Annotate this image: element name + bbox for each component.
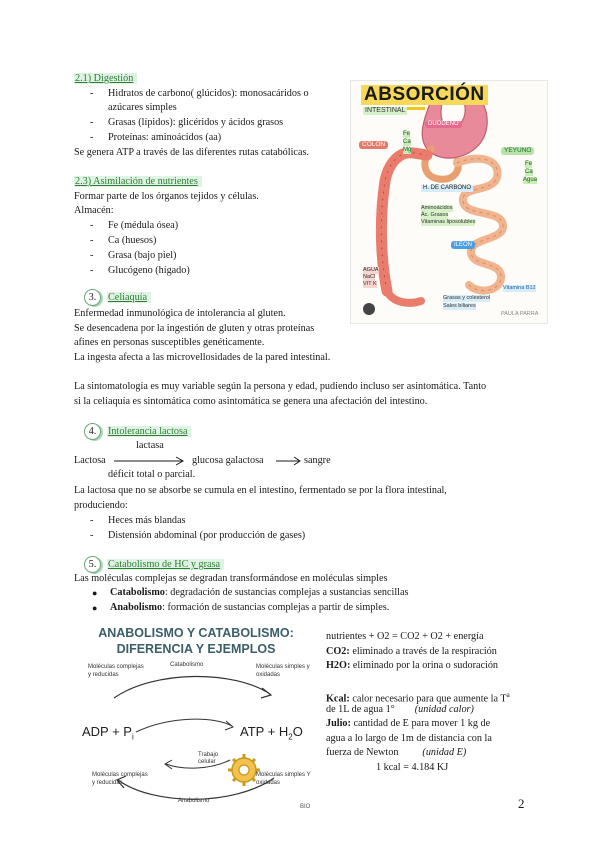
section-3-title: Celiaquía <box>107 292 151 303</box>
note-kcal-line2: de 1L de agua 1° (unidad calor) <box>326 704 474 715</box>
label-adp: ADP + $P_i$ <box>82 724 134 742</box>
celiaquia-para: si la celiaquía es sintomática como asintomática se genera una afectación del intestino. <box>74 396 428 407</box>
catabolismo-intro: Las moléculas complejas se degradan transformándose en moléculas simples <box>74 573 388 584</box>
label-catabolismo: Catabolismo <box>170 662 204 668</box>
mineral-mg: Mg <box>403 147 412 153</box>
list-dash: - <box>90 235 94 246</box>
celiaquia-line: Se desencadena por la ingestión de gluten y otras proteínas <box>74 323 315 334</box>
label-aminoacidos: Aminoácidos <box>421 205 453 211</box>
section-2-3-title: 2.3) Asimilación de nutrientes <box>74 175 202 190</box>
absorption-subtitle: INTESTINAL <box>365 107 406 114</box>
label-simple-oxidized-bottom: Moléculas simples Y oxidadas <box>256 772 311 786</box>
label-ileon: ILEON <box>451 241 475 249</box>
section-2-3-line: Almacén: <box>74 205 114 216</box>
section-2-1-summary: Se genera ATP a través de las diferentes rutas catabólicas. <box>74 147 309 158</box>
author-avatar-icon <box>363 303 375 315</box>
label-complex-reduced-top: Moléculas complejas y reducidas <box>88 664 144 678</box>
reaction-products: glucosa galactosa <box>192 455 264 466</box>
celiaquia-line: La ingesta afecta a las microvellosidades de la pared intestinal. <box>74 352 331 363</box>
gear-hub <box>239 765 249 775</box>
figure-credit: PAULA PARRA <box>501 311 539 317</box>
label-complex-reduced-bottom: Moléculas complejas y reducidas <box>92 772 148 786</box>
section-5-title: Catabolismo de HC y grasa <box>107 559 224 570</box>
deficit-note: déficit total o parcial. <box>108 469 196 480</box>
section-number-badge: 3. <box>84 289 101 306</box>
page-number: 2 <box>518 796 525 811</box>
label-atp: ATP + $H_2O$ <box>240 724 303 742</box>
metabolism-title-line1: ANABOLISMO Y CATABOLISMO: <box>98 626 294 640</box>
celiaquia-line: afines en personas susceptibles genéticamente. <box>74 337 265 348</box>
bullet-icon: ● <box>92 603 98 613</box>
section-4-heading <box>84 423 191 440</box>
energy-equation: nutrientes + O2 = CO2 + O2 + energía <box>326 631 484 642</box>
list-dash: - <box>90 132 94 143</box>
section-number-badge: 5. <box>84 556 101 573</box>
note-julio-line2: agua a lo largo de 1m de distancia con la <box>326 733 492 744</box>
section-number-badge: 4. <box>84 423 101 440</box>
section-5-heading <box>84 556 224 573</box>
list-dash: - <box>90 250 94 261</box>
reaction-arrow-icon <box>112 455 188 467</box>
list-item: Grasas (lípidos): glicéridos y ácidos grasos <box>108 117 284 128</box>
reaction-substrate: Lactosa <box>74 455 106 466</box>
list-item: Distensión abdominal (por producción de gases) <box>108 530 306 541</box>
lactosa-line: La lactosa que no se absorbe se cumula en el intestino, fermentado se por la flora intestinal, <box>74 485 447 496</box>
section-3-heading <box>84 289 151 306</box>
lactosa-line: produciendo: <box>74 500 128 511</box>
label-trabajo-celular: Trabajo celular <box>198 752 219 765</box>
label-sales-biliares: Sales biliares <box>443 303 476 309</box>
list-item: Grasa (bajo piel) <box>108 250 177 261</box>
list-dash: - <box>90 220 94 231</box>
label-grasas-colesterol: Grasas y colesterol <box>443 295 491 301</box>
label-simple-oxidized-top: Moléculas simples y oxidadas <box>256 664 310 678</box>
enzyme-label: lactasa <box>136 440 164 451</box>
reaction-arrow-icon <box>274 455 304 467</box>
catabolism-arrow <box>114 676 270 698</box>
yeyuno-item-agua: Agua <box>523 177 538 183</box>
metabolism-figure <box>74 620 318 816</box>
yeyuno-item-ca: Ca <box>525 169 533 175</box>
reaction-destination: sangre <box>304 455 331 466</box>
colon-item-vitk: VIT K <box>363 281 377 287</box>
note-conversion: 1 kcal = 4.184 KJ <box>376 762 449 773</box>
list-item: Fe (médula ósea) <box>108 220 179 231</box>
atp-arrowhead <box>225 721 233 730</box>
section-4-title: Intolerancia lactosa <box>107 426 191 437</box>
list-item: Heces más blandas <box>108 515 186 526</box>
yeyuno-item-fe: Fe <box>525 161 533 167</box>
mineral-fe: Fe <box>403 131 411 137</box>
section-2-3-line: Formar parte de los órganos tejidos y células. <box>74 191 259 202</box>
bullet-icon: ● <box>92 588 98 598</box>
celiaquia-line: Enfermedad inmunológica de intolerancia al gluten. <box>74 308 286 319</box>
list-dash: - <box>90 88 94 99</box>
list-item: Glucógeno (hígado) <box>108 265 190 276</box>
section-2-1-title: 2.1) Digestión <box>74 72 137 87</box>
celiaquia-para: La sintomatología es muy variable según la persona y edad, pudiendo incluso ser asintomática. Tanto <box>74 381 487 392</box>
note-kcal: Kcal: calor necesario para que aumente la $T^a$ <box>326 691 510 705</box>
absorption-figure <box>350 80 548 324</box>
label-acidos-grasos: Ác. Grasos <box>421 212 449 218</box>
bullet-anabolismo: Anabolismo: formación de sustancias complejas a partir de simples. <box>110 602 390 613</box>
bullet-catabolismo: Catabolismo: degradación de sustancias complejas a sustancias sencillas <box>110 587 409 598</box>
note-h2o: H2O: eliminado por la orina o sudoración <box>326 660 499 671</box>
label-vitamina-b12: Vitamina B12 <box>503 285 536 291</box>
metabolism-title-line2: DIFERENCIA Y EJEMPLOS <box>116 642 276 656</box>
figure-credit: BIO <box>300 804 311 810</box>
label-yeyuno: YEYUNO <box>501 147 534 155</box>
absorption-title: ABSORCIÓN <box>361 85 488 105</box>
list-dash: - <box>90 117 94 128</box>
list-dash: - <box>90 530 94 541</box>
list-item: azúcares simples <box>108 102 177 113</box>
label-vitaminas: Vitaminas liposolubles <box>421 219 476 225</box>
list-item: Proteínas: aminoácidos (aa) <box>108 132 222 143</box>
note-julio-line3: fuerza de Newton (unidad E) <box>326 747 467 758</box>
atp-arrow <box>136 719 232 732</box>
label-hidratos: H. DE CARBONO <box>423 185 472 191</box>
label-colon: COLON <box>359 141 388 149</box>
mineral-ca: Ca <box>403 139 411 145</box>
colon-item-nacl: NaCl <box>363 274 376 280</box>
list-dash: - <box>90 515 94 526</box>
list-item: Ca (huesos) <box>108 235 157 246</box>
note-julio: Julio: cantidad de E para mover 1 kg de <box>326 718 491 729</box>
colon-item-agua: AGUA <box>363 267 379 273</box>
note-co2: CO2: eliminado a través de la respiración <box>326 646 497 657</box>
label-duodeno: DUODENO <box>425 121 462 128</box>
list-item: Hidratos de carbono( glúcidos): monosacáridos o <box>108 88 309 99</box>
label-anabolismo: Anabolismo <box>178 798 210 804</box>
rectum-shape <box>387 291 421 303</box>
list-dash: - <box>90 265 94 276</box>
